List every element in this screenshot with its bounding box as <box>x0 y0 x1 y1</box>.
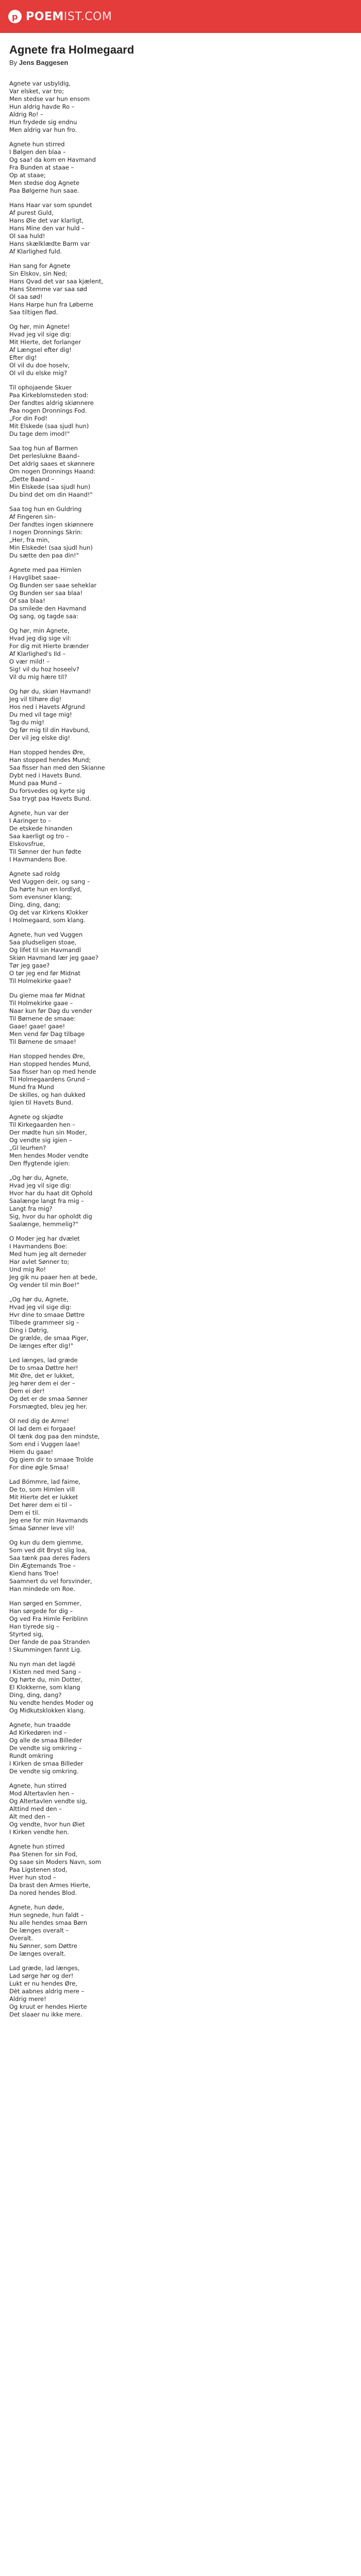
poem-line: Og saa! da kom en Havmand <box>9 156 96 163</box>
poem-line: Hun aldrig havde Ro – <box>9 103 75 110</box>
poem-line: Hvr dine to smaae Døttre <box>9 1311 85 1318</box>
poem-line: Agnete hun stirred <box>9 1843 65 1850</box>
poem-line: Saa trygt paa Havets Bund. <box>9 795 91 802</box>
poem-line: Alt med den – <box>9 1813 51 1820</box>
poem-line: Og Altertavlen vendte sig, <box>9 1798 87 1805</box>
poem-line: I Aaringer to – <box>9 817 51 824</box>
stanza <box>9 1296 352 1350</box>
poem-line: Som evensner klang; <box>9 893 72 901</box>
poem-line: Nu vendte hendes Moder og <box>9 1699 93 1706</box>
poem-line: Hans Øie det var klarligt, <box>9 217 84 224</box>
poem-line: Han stopped hendes Øre, <box>9 749 85 756</box>
poem-line: Lad græde, lad længes, <box>9 1964 80 1972</box>
poem-line: Aldrig Ro! – <box>9 111 43 118</box>
poem-line: Hvad jeg vil sige dig: <box>9 331 72 338</box>
poem-line: „Og hør du, Agnete, <box>9 1174 69 1181</box>
poem-line: Smaa Sønner leve vil! <box>9 1524 75 1532</box>
byline <box>9 59 352 66</box>
stanza <box>9 445 352 499</box>
poem-line: Og vendte sig igien – <box>9 1137 72 1144</box>
poem-line: Ol vil du elske mig? <box>9 369 68 377</box>
poem-line: Der fandtes ingen skiønnere <box>9 521 94 528</box>
poem-line: Jeg vil tilhøre dig! <box>9 696 62 703</box>
stanza <box>9 688 352 742</box>
poem-line: Og kun du dem giemme, <box>9 1539 83 1546</box>
poem-line: „For din Fod! <box>9 415 47 422</box>
poem-line: Mit Øre, det er lukket, <box>9 1372 74 1379</box>
poem-line: Lukt er nu hendes Øre, <box>9 1980 77 1987</box>
poem-line: Hans skælklædte Barm var <box>9 240 90 247</box>
poem-line: Der vil jeg elske dig! <box>9 734 71 741</box>
poem-line: Sig! vil du hoz hoseelv? <box>9 666 79 673</box>
poem-line: Hiem du gaae! <box>9 1448 54 1455</box>
poem-line: Du med vil tage mig! <box>9 711 72 718</box>
poem-line: I Kirken vendte hen. <box>9 1828 69 1836</box>
poem-line: Han mindede om Roe. <box>9 1585 75 1592</box>
poem-line: De skilles, og han dukked <box>9 1091 86 1098</box>
poem-line: Alttind med den – <box>9 1805 62 1812</box>
poem-line: Som ved dit Bryst slig loa, <box>9 1547 87 1554</box>
poem-line: Hans Haar var som spundet <box>9 201 92 209</box>
poem-line: Du gieme maa før Midnat <box>9 992 85 999</box>
poem-line: I Havglibet saae– <box>9 574 60 581</box>
poem-line: Nu Sønner, som Døttre <box>9 1942 77 1950</box>
stanza <box>9 323 352 377</box>
poem-line: Ol lad dem ei forgaae! <box>9 1425 76 1432</box>
poem-line: Mit Hierte det er lukket <box>9 1494 78 1501</box>
poem-line: Til Holmekirke gaae – <box>9 999 73 1007</box>
stanza <box>9 992 352 1046</box>
poem-line: Din Ægtemands Troe – <box>9 1562 76 1569</box>
site-logo[interactable] <box>8 10 112 23</box>
poem-line: Men aldrig var hun fro. <box>9 126 77 133</box>
poem-line: Der mødte hun sin Moder, <box>9 1129 87 1136</box>
poem-line: Agnete, hun traadde <box>9 1721 71 1728</box>
poem-line: Agnete, hun var der <box>9 809 69 817</box>
poem-line: I Havmandens Boe: <box>9 1243 68 1250</box>
poem-line: Efter dig! <box>9 354 37 361</box>
stanza <box>9 1782 352 1836</box>
poem-line: De længes efter dig!" <box>9 1342 73 1349</box>
poem-line: Om nogen Dronnings Haand: <box>9 468 96 475</box>
poem-line: Af Klarlighed's Ild – <box>9 650 66 657</box>
poem-line: Saamnert du vel forsvinder, <box>9 1578 92 1585</box>
poem-line: Rundt omkring <box>9 1752 53 1759</box>
poem-line: Ol vil du doe hoselv, <box>9 362 70 369</box>
poem-line: O tør jeg end før Midnat <box>9 970 80 977</box>
stanza <box>9 1235 352 1289</box>
poem-line: Til ophojaende Skuer <box>9 384 72 391</box>
poem-line: Jeg ene for min Havmands <box>9 1517 88 1524</box>
poem-line: Og hør du, skiøn Havmand! <box>9 688 91 695</box>
poem-line: Saa fisser han med den Skianne <box>9 764 105 771</box>
stanza <box>9 1904 352 1958</box>
poem-line: Du forsvedes og kyrte sig <box>9 787 86 794</box>
poem-line: O vær mild! – <box>9 658 50 665</box>
stanza <box>9 1417 352 1471</box>
poem-line: Til Kirkegaarden hen – <box>9 1121 75 1128</box>
poem-line: O Moder jeg har dvælet <box>9 1235 80 1242</box>
poem-line: Den ffygtende igien: <box>9 1160 70 1167</box>
poem-line: Op at staae; <box>9 172 46 179</box>
stanza <box>9 384 352 438</box>
poem-line: Og saae sin Moders Navn, som <box>9 1858 101 1866</box>
poem-line: El Klokkerne, som klang <box>9 1684 80 1691</box>
stanza <box>9 931 352 985</box>
poem-line: Der fandtes aldrig skiønnere <box>9 399 94 406</box>
poem-line: Mund fra Mund <box>9 1083 54 1091</box>
poem-line: Og det var Kirkens Klokker <box>9 909 88 916</box>
poem-line: Langt fra mig? <box>9 1205 53 1212</box>
stanza <box>9 1600 352 1654</box>
poem-line: Til Børnene de smaae! <box>9 1038 76 1045</box>
poem-line: Gaae! gaae! gaae! <box>9 1023 65 1030</box>
stanza <box>9 1539 352 1593</box>
poem-line: Agnete, hun stirred <box>9 1782 67 1789</box>
stanza <box>9 566 352 620</box>
poem-line: Saa fisser han op med hende <box>9 1068 96 1075</box>
poem-line: Og lifet til sin Havmandl <box>9 946 81 954</box>
poem-line: Nu nyn man det lagdé <box>9 1660 76 1668</box>
poem-line: Til Børnene de smaae: <box>9 1015 76 1022</box>
top-bar <box>0 0 361 33</box>
poem-line: I Havmandens Boe. <box>9 856 68 863</box>
poem-line: Tag du mig! <box>9 719 44 726</box>
poem-line: Hans Harpe hun fra Løberne <box>9 301 93 308</box>
poem-line: Og kruut er hendes Hierte <box>9 2003 87 2010</box>
stanza <box>9 505 352 560</box>
poem-line: De etskede hinanden <box>9 825 73 832</box>
poem-content <box>0 33 361 2019</box>
poem-line: Hans Mine den var huld – <box>9 225 85 232</box>
poem-line: Tør jeg gaae? <box>9 962 50 969</box>
poem-line: Til Sønner der hun fødte <box>9 848 81 855</box>
poem-line: Han stopped hendes Mund, <box>9 1060 91 1067</box>
poem-line: Saalænge, hemmelig?" <box>9 1221 78 1228</box>
poem-line: Hver hun stod – <box>9 1874 56 1881</box>
poem-line: Tilbede grammeer sig – <box>9 1319 79 1326</box>
poem-line: Ol saa sød! <box>9 293 43 300</box>
poem-line: Saa tænk paa deres Faders <box>9 1554 90 1562</box>
logo-icon: p <box>8 10 22 23</box>
poem-line: Min Elskede! (saa sjudl hun) <box>9 544 93 551</box>
poem-line: Paa nogen Dronnings Fod. <box>9 407 87 414</box>
poem-line: For dine øgle Smaa! <box>9 1464 69 1471</box>
poem-line: Dem ei til. <box>9 1509 40 1516</box>
poem-line: Hvad jeg dig sige vil: <box>9 635 72 642</box>
poem-line: Agnete, hun døde, <box>9 1904 64 1911</box>
poem-line: Hun frydede sig endnu <box>9 118 77 126</box>
poem-line: Hans Stemme var saa sød <box>9 285 87 293</box>
byline-prefix: By <box>9 59 18 66</box>
poem-line: Han stopped hendes Mund; <box>9 756 91 764</box>
stanza <box>9 201 352 256</box>
poem-line: Sin Elskov, sin Ned; <box>9 270 68 277</box>
poem-line: Og giem dir to smaae Trolde <box>9 1456 93 1463</box>
poem-line: Men vend før Dag tilbage <box>9 1030 85 1038</box>
poem-line: Han sang for Agnete <box>9 262 71 269</box>
poem-line: Han stopped hendes Øre, <box>9 1053 85 1060</box>
poem-line: Hvad jeg vil sige dig: <box>9 1303 72 1311</box>
stanza <box>9 1660 352 1715</box>
poem-line: Du sætte den paa din!" <box>9 552 79 559</box>
poem-line: Igien til Havets Bund. <box>9 1099 73 1106</box>
poem-line: Paa Ligstenen stod, <box>9 1866 68 1873</box>
poem-line: Ol ned dig de Arme! <box>9 1417 69 1425</box>
poem-line: Skiøn Havmand lær jeg gaae? <box>9 954 99 961</box>
poem-line: Ol tænk dog paa den mindste, <box>9 1433 100 1440</box>
poem-line: Naar kun før Dag du vender <box>9 1007 92 1014</box>
poem-line: For dig mit Hierte brænder <box>9 642 89 650</box>
stanza <box>9 1964 352 2019</box>
poem-line: Af purest Guld, <box>9 209 54 216</box>
poem-line: I Kirken de smaa Billeder <box>9 1760 84 1767</box>
poem-line: „Dette Baand – <box>9 476 55 483</box>
poem-line: De grælde, de smaa Piger, <box>9 1334 89 1342</box>
poem-line: Men stedse var hun ensom <box>9 95 90 103</box>
poem-line: Saalænge langt fra mig – <box>9 1197 84 1205</box>
poem-line: Det aldrig saaes et skønnere <box>9 460 95 467</box>
poem-line: Til Holmegaardens Grund – <box>9 1076 90 1083</box>
stanza <box>9 1843 352 1897</box>
poem-line: Agnete var usbyldig, <box>9 80 71 87</box>
poem-line: Aldrig mere! <box>9 1995 46 2003</box>
poem-line: Hun segnede, hun faldt – <box>9 1911 84 1919</box>
poem-line: Ved Vuggen deir, og sang – <box>9 878 90 885</box>
brand-name: POEMIST.COM <box>26 10 112 23</box>
author-link[interactable]: Jens Baggesen <box>19 59 69 66</box>
poem-line: Og hørte du, min Dotter, <box>9 1676 83 1683</box>
poem-line: Det perleslukne Baand– <box>9 452 80 460</box>
poem-line: Jeg gik nu paaer hen at bede, <box>9 1274 97 1281</box>
poem-line: Ding i Døtrig, <box>9 1327 49 1334</box>
poem-line: Lad sørge hør og der! <box>9 1972 74 1979</box>
poem-line: Ad Kirkedøren ind – <box>9 1729 67 1736</box>
poem-line: „Her, fra min, <box>9 536 50 544</box>
poem-line: Og Bunden ser saa blaa! <box>9 589 83 597</box>
poem-line: Men hendes Moder vendte <box>9 1152 89 1159</box>
poem-line: De vendte sig omkring – <box>9 1744 82 1752</box>
poem-line: Saa tiltigen flød. <box>9 309 58 316</box>
poem-line: Paa Stenen for sin Fod, <box>9 1851 78 1858</box>
poem-line: Og ved Fra Himle Feriblinn <box>9 1615 88 1622</box>
stanza <box>9 80 352 134</box>
poem-line: Til Holmekirke gaae? <box>9 977 72 985</box>
poem-line: Saa tog hun af Barmen <box>9 445 78 452</box>
poem-line: Hos ned i Havets Afgrund <box>9 703 85 710</box>
poem-line: Vil du mig hære til? <box>9 673 68 681</box>
poem-line: Sig, hvor du har opholdt dig <box>9 1213 92 1220</box>
poem-line: „Gl leurhen? <box>9 1144 46 1151</box>
poem-line: Lad Bómmre, lad faime, <box>9 1478 81 1485</box>
poem-line: Dem ei der! <box>9 1387 45 1395</box>
poem-line: Og hør, min Agnete, <box>9 627 70 634</box>
poem-line: Nu alle hendes smaa Børn <box>9 1919 88 1926</box>
stanza <box>9 1357 352 1411</box>
poem-line: I Bølgen den blaa – <box>9 148 66 156</box>
poem-line: Men stedse dog Agnete <box>9 179 79 187</box>
poem-line: Saa kaerligt og tro – <box>9 833 69 840</box>
poem-line: Paa Kirkeblomsteden stod: <box>9 392 89 399</box>
poem-line: Da nored hendes Blod. <box>9 1889 77 1896</box>
poem-title: Agnete fra Holmegaard <box>9 43 135 56</box>
stanza <box>9 1721 352 1775</box>
poem-line: Han sørgede for dig – <box>9 1607 73 1615</box>
poem-line: Og vender til min Boe!" <box>9 1281 79 1289</box>
poem-line: Kiend hans Troe! <box>9 1570 59 1577</box>
poem-line: Da hørte hun en Iordlyd, <box>9 886 82 893</box>
poem-line: Ol saa huld! <box>9 232 45 240</box>
poem-line: Da smilede den Havmand <box>9 605 86 612</box>
poem-line: Overalt. <box>9 1935 34 1942</box>
poem-line: Du tage dem imod!" <box>9 430 70 437</box>
poem-line: Mund paa Mund – <box>9 779 62 787</box>
poem-line: Som end i Vuggen laae! <box>9 1440 80 1448</box>
poem-line: Og vendte, hvor hun Øiet <box>9 1821 85 1828</box>
poem-line: Da brast den Armes Hierte, <box>9 1882 91 1889</box>
poem-line: Han tiyrede sig – <box>9 1623 59 1630</box>
poem-line: Mit Hierte, det forlanger <box>9 338 81 346</box>
poem-line: Det slaaer nu ikke mere. <box>9 2011 83 2018</box>
poem-line: Ding, ding, dang; <box>9 901 61 908</box>
poem-line: Og Midkutsklokken klang. <box>9 1707 86 1714</box>
stanza <box>9 870 352 924</box>
poem-line: Und mig Ro! <box>9 1266 46 1273</box>
poem-line: Agnete, hun ved Vuggen <box>9 931 83 938</box>
poem-line: De to smaa Døttre her! <box>9 1364 78 1371</box>
poem-line: Jeg hører dem ei der – <box>9 1380 75 1387</box>
poem-line: De længes overalt – <box>9 1927 69 1934</box>
poem-line: Fra Bunden at staae – <box>9 164 74 171</box>
poem-line: Mod Altertavlen hen – <box>9 1790 74 1797</box>
poem-line: Ding, ding, dang? <box>9 1691 62 1699</box>
poem-line: Led længes, lad græde <box>9 1357 78 1364</box>
poem-line: Af Klarlighed fuld. <box>9 248 62 255</box>
stanza <box>9 1053 352 1107</box>
poem-line: Saa tog hun en Guldring <box>9 505 82 513</box>
poem-line: Var elsket, var tro; <box>9 88 64 95</box>
poem-line: Forsmægted, bleu jeg her. <box>9 1403 88 1410</box>
poem-line: Hvor har du haat dit Ophold <box>9 1190 93 1197</box>
poem-line: I nogen Dronnings Skrin: <box>9 529 83 536</box>
stanza <box>9 1478 352 1532</box>
poem-line: De vendte sig omkring. <box>9 1768 79 1775</box>
stanza <box>9 627 352 681</box>
stanza <box>9 1113 352 1167</box>
poem-line: Og det er de smaa Sønner <box>9 1395 88 1402</box>
stanza <box>9 141 352 195</box>
stanza <box>9 749 352 803</box>
poem-line: Han sørged en Sommer, <box>9 1600 81 1607</box>
poem-line: Min Elskede (saa sjudl hun) <box>9 483 91 490</box>
poem-line: Hans Qvad det var saa kjælent, <box>9 278 103 285</box>
poem-line: Hvad jeg vil sige dig: <box>9 1182 72 1189</box>
poem-line: Du bind det om din Haand!" <box>9 491 93 498</box>
poem-line: Dybt ned i Havets Bund. <box>9 772 82 779</box>
poem-line: Agnete sad roldg <box>9 870 60 877</box>
poem-line: Af Fingeren sin– <box>9 513 56 520</box>
poem-line: Med hum jeg alt derneder <box>9 1250 87 1258</box>
poem-line: De længes overalt. <box>9 1950 66 1957</box>
poem-line: Og sang, og tagde saa: <box>9 613 78 620</box>
stanza <box>9 262 352 316</box>
poem-line: Der fande de paa Stranden <box>9 1638 90 1646</box>
poem-line: Og hør, min Agnete! <box>9 323 70 330</box>
poem-line: I Holmegaard, som klang. <box>9 917 86 924</box>
poem-line: De to, som Himlen vill <box>9 1486 75 1493</box>
poem-line: Agnete med paa Himlen <box>9 566 81 573</box>
poem-line: I Skummingen fannt Lig. <box>9 1646 82 1653</box>
poem-line: Af Længsel efter dig! <box>9 346 72 353</box>
poem-line: Og Bunden ser saae seheklar <box>9 582 97 589</box>
stanza <box>9 1174 352 1228</box>
poem-line: Elskovsfrue, <box>9 840 45 848</box>
poem-line: Of saa blaa! <box>9 597 45 604</box>
poem-line: Og før mig til din Havbund, <box>9 726 90 734</box>
poem-line: Paa Bølgerne hun saae. <box>9 187 79 194</box>
poem-line: Styrted sig, <box>9 1631 44 1638</box>
poem-line: I Kisten ned med Sang – <box>9 1668 81 1675</box>
poem-line: Saa pludseligen stoae, <box>9 939 77 946</box>
poem-body <box>9 80 352 2019</box>
poem-line: Agnete og skjødte <box>9 1113 63 1121</box>
poem-line: Og alle de smaa Billeder <box>9 1737 82 1744</box>
stanza <box>9 809 352 863</box>
poem-line: „Og hør du, Agnete, <box>9 1296 69 1303</box>
poem-line: Det hører dem ei til – <box>9 1501 72 1509</box>
poem-line: Agnete hun stirred <box>9 141 65 148</box>
poem-line: Dèt aabnes aldrig mere – <box>9 1988 85 1995</box>
poem-line: Mit Elskede (saa sjudl hun) <box>9 422 89 430</box>
poem-line: Har avlet Sønner to; <box>9 1258 70 1265</box>
